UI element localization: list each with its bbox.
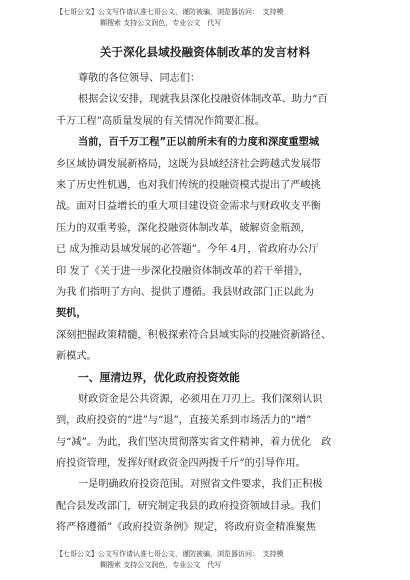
- body-line: 为我 们指明了方向、提供了遵循。我县财政部门正以此为: [56, 286, 314, 298]
- body-line: 千万工程”高质量发展的有关情况作简要汇报。: [56, 115, 265, 127]
- body-line: 将严格遵循”《政府投资条例》规定，将政府资金精准聚焦: [56, 522, 316, 534]
- body-line: 印 发了《关于进一步深化投融资体制改革的若干举措》，: [56, 265, 309, 277]
- body-line: 压力的双重考验，深化投融资体制改革，破解资金瓶颈，: [56, 222, 311, 234]
- body-line: 府投资管理，发挥好财政资金四两拨千斤”的引导作用。: [56, 458, 306, 470]
- body-line: 契机，: [56, 308, 87, 320]
- body-line: 尊敬的各位领导、同志们：: [78, 73, 201, 84]
- body-line: 根据会议安排，现就我县深化投融资体制改革、助力“百: [78, 94, 328, 106]
- body-line: 战。面对日益增长的重大项目建设资金需求与财政收支平衡: [56, 201, 321, 213]
- footer-banner: [56, 549, 376, 571]
- footer-banner-line: 糊搜索 支持公文润色，专业公文 代写: [100, 561, 222, 569]
- document-title: 关于深化县域投融资体制改革的发言材料: [99, 45, 311, 59]
- body-line: 与“减”。为此，我们坚决贯彻落实省文件精神，着力优化 政: [56, 436, 332, 448]
- body-line: 一是明确政府投资范围。对照省文件要求，我们正积极: [78, 479, 323, 491]
- body-line: 到，政府投资的“进”与“退”，直接关系到市场活力的“增”: [56, 415, 312, 427]
- footer-banner-line: 【七哥公文】公文写作请认准七哥公文，谨防被骗，浏览器访问： 支持模: [56, 550, 284, 558]
- header-banner: [56, 7, 376, 29]
- body-line: 配合县发改部门，研究制定我县的政府投资领域目录。我们: [56, 500, 321, 512]
- body-line: 深刻把握政策精髓，积极探索符合县域实际的投融资新路径、: [56, 329, 332, 341]
- header-banner-line: 【七哥公文】公文写作请认准七哥公文，谨防被骗，浏览器访问： 支持模: [56, 8, 284, 16]
- body-line: 来了历史性机遇，也对我们传统的投融资模式提出了严峻挑: [56, 179, 321, 191]
- body-line: 财政资金是公共资源，必须用在刀刃上。我们深刻认识: [78, 393, 323, 405]
- document-body: [56, 68, 356, 539]
- body-line: 当前，百千万工程”正以前所未有的力度和深度重塑城: [78, 137, 320, 149]
- header-banner-line: 糊搜索 支持公文润色，专业公文 代写: [100, 19, 222, 27]
- section-heading: 一、厘清边界，优化政府投资效能: [78, 371, 240, 385]
- body-line: 新模式。: [56, 351, 97, 363]
- body-line: 乡区域协调发展新格局，这既为县域经济社会跨越式发展带: [56, 158, 321, 170]
- body-line: 已 成为推动县域发展的必答题”。今年 4月，省政府办公厅: [56, 244, 319, 256]
